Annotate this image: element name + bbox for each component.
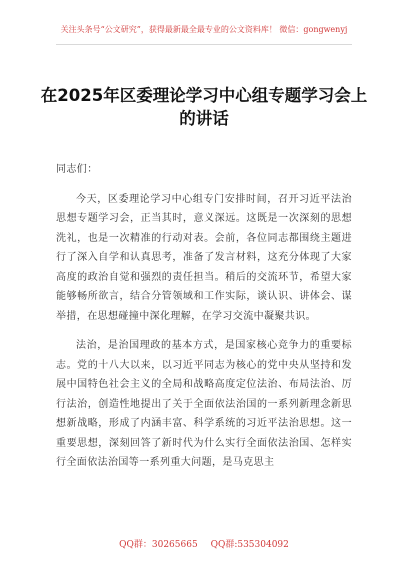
document-title: 在2025年区委理论学习中心组专题学习会上的讲话 xyxy=(40,86,368,128)
footer-qq-group-2: QQ群:535304092 xyxy=(210,540,289,550)
header-banner: 关注头条号“公文研究”，获得最新最全最专业的公文资料库！ 微信：gongwenyj xyxy=(60,25,348,34)
paragraph-2: 法治，是治国理政的基本方式，是国家核心竞争力的重要标志。党的十八大以来，以习近平同志为核心的党中央从坚持和发展中国特色社会主义的全局和战略高度定位法治、布局法治、厉行法治，创造性地提出了关于全面依法治国的一系列新理念新思想新战略，形成了内涵丰富、科学系统的习近平法治思想。这一重要思想，深刻回答了新时代为什么实行全面依法治国、怎样实行全面依法治国等一系列重大问题，是马克思主 xyxy=(56,340,352,468)
header-divider xyxy=(56,44,352,45)
document-body xyxy=(56,160,352,483)
footer-contact xyxy=(0,537,408,550)
footer-qq-group-1: QQ群：30265665 xyxy=(119,540,198,550)
greeting: 同志们： xyxy=(56,164,98,175)
paragraph-1: 今天，区委理论学习中心组专门安排时间，召开习近平法治思想专题学习会，正当其时，意义深远。这既是一次深刻的思想洗礼，也是一次精准的行动对表。会前，各位同志都围绕主题进行了深入自学和认真思考，准备了发言材料，这充分体现了大家高度的政治自觉和强烈的责任担当。稍后的交流环节，希望大家能够畅所欲言，结合分管领域和工作实际，谈认识、讲体会、谋举措，在思想碰撞中深化理解，在学习交流中凝聚共识。 xyxy=(56,193,352,322)
